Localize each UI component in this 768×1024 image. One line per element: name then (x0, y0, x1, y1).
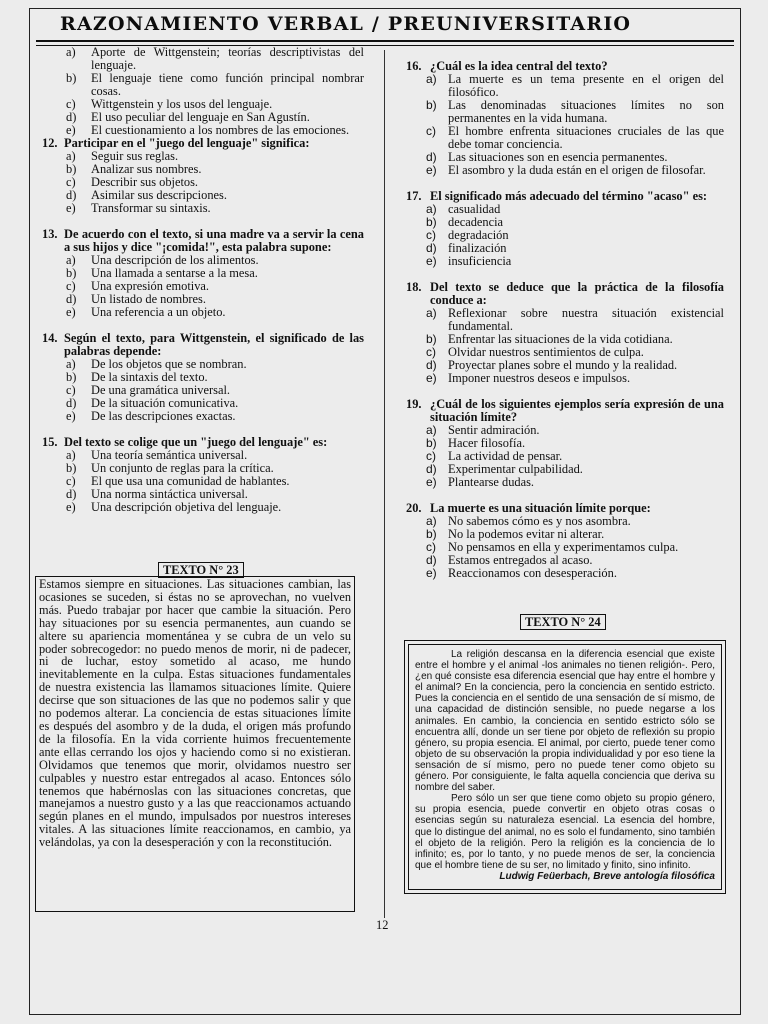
option-text: De una gramática universal. (91, 383, 230, 397)
question-block (42, 137, 364, 215)
option-text: Wittgenstein y los usos del lenguaje. (91, 97, 273, 111)
option-text: El cuestionamiento a los nombres de las emociones. (91, 123, 350, 137)
option-letter: b) (66, 162, 77, 176)
option-letter: c) (426, 124, 436, 138)
question-number: 14. (42, 331, 58, 345)
option-letter: d) (426, 241, 437, 255)
column-divider (384, 50, 385, 918)
option-letter: b) (426, 98, 437, 112)
question-number: 13. (42, 227, 58, 241)
option-text: Una llamada a sentarse a la mesa. (91, 266, 258, 280)
question-block (406, 190, 724, 268)
option-text: Reaccionamos con desesperación. (448, 566, 617, 580)
option-letter: a) (426, 514, 437, 528)
option-letter: d) (66, 110, 77, 124)
option-text: De los objetos que se nombran. (91, 357, 247, 371)
option-letter: c) (66, 175, 76, 189)
option-text: Asimilar sus descripciones. (91, 188, 227, 202)
texto-24-author: Ludwig Feüerbach, Breve antología filosófica (499, 870, 715, 882)
answer-option (406, 73, 724, 99)
option-letter: c) (66, 383, 76, 397)
question-block (42, 436, 364, 514)
option-letter: c) (66, 279, 76, 293)
question-text: Del texto se deduce que la práctica de la filosofía conduce a: (430, 280, 724, 307)
option-text: El hombre enfrenta situaciones cruciales de las que debe tomar conciencia. (448, 124, 724, 151)
option-letter: a) (66, 45, 76, 59)
question-text: La muerte es una situación límite porque: (430, 501, 651, 515)
answer-option (406, 372, 724, 385)
question-number: 17. (406, 189, 422, 203)
answer-option (42, 72, 364, 98)
question-number: 12. (42, 136, 58, 150)
option-list (42, 150, 364, 215)
texto-24-box (404, 640, 726, 894)
option-letter: b) (66, 71, 77, 85)
question-number: 20. (406, 501, 422, 515)
texto-23-box (35, 576, 355, 912)
option-text: El que usa una comunidad de hablantes. (91, 474, 290, 488)
texto-23-body: Estamos siempre en situaciones. Las situaciones cambian, las ocasiones se suceden, si éstas no se aprovechan, no vuelven más. Puedo trabajar por hacer que cambie la situación. Pero hay situaciones por su esencia permanentes, aun cuando se altere su apariencia momentánea y se cubra de un velo su poder sobrecogedor: no puedo menos de morir, ni de padecer, ni de luchar, estoy sometido al acaso, me hundo inevitablemente en la culpa. Estas situaciones fundamentales de nuestra existencia las llamamos situaciones límite. Quiere decirse que son situaciones de las que no podemos salir y que no podemos alterar. La conciencia de estas situaciones límite es después del asombro y de la duda, el origen más profundo de la filosofía. En la vida corriente huimos frecuentemente ante ellas cerrando los ojos y haciendo como si no existieran. Olvidamos que tenemos que morir, olvidamos nuestro ser culpables y nuestro estar entregados al acaso. Entonces sólo tenemos que habérnoslas con las situaciones concretas, que manejamos a nuestro gusto y a las que reaccionamos actuando según planes en el mundo, impulsados por nuestros intereses vitales. A las situaciones límite reaccionamos, en cambio, ya velándolas, ya con la desesperación y con la reconstitución. (39, 577, 351, 850)
option-list (42, 449, 364, 514)
option-letter: b) (426, 215, 437, 229)
option-text: Las denominadas situaciones límites no son permanentes en la vida humana. (448, 98, 724, 125)
question-text: De acuerdo con el texto, si una madre va a servir la cena a sus hijos y dice "¡comida!", esta palabra supone: (64, 227, 364, 254)
option-letter: b) (66, 266, 77, 280)
left-question-list (42, 137, 364, 514)
option-list (406, 73, 724, 177)
option-letter: e) (426, 475, 437, 489)
question-text: Participar en el "juego del lenguaje" significa: (64, 136, 310, 150)
option-letter: e) (426, 254, 437, 268)
option-text: Un listado de nombres. (91, 292, 206, 306)
option-letter: a) (66, 253, 76, 267)
option-letter: c) (66, 97, 76, 111)
question-block (406, 502, 724, 580)
right-column (406, 60, 724, 580)
option-text: No pensamos en ella y experimentamos culpa. (448, 540, 679, 554)
option-letter: d) (66, 188, 77, 202)
question-text: ¿Cuál es la idea central del texto? (430, 59, 608, 73)
option-text: Una descripción objetiva del lenguaje. (91, 500, 282, 514)
option-text: El uso peculiar del lenguaje en San Agustín. (91, 110, 310, 124)
option-text: El asombro y la duda están en el origen de filosofar. (448, 163, 706, 177)
option-text: Proyectar planes sobre el mundo y la realidad. (448, 358, 678, 372)
option-text: No la podemos evitar ni alterar. (448, 527, 605, 541)
header-rule (36, 40, 734, 42)
left-column (42, 46, 364, 514)
question-block (42, 332, 364, 423)
option-letter: e) (426, 371, 437, 385)
option-text: Sentir admiración. (448, 423, 540, 437)
option-text: De la situación comunicativa. (91, 396, 239, 410)
option-list (42, 358, 364, 423)
answer-option (406, 476, 724, 489)
option-text: Las situaciones son en esencia permanentes. (448, 150, 668, 164)
option-text: insuficiencia (448, 254, 512, 268)
option-text: Un conjunto de reglas para la crítica. (91, 461, 274, 475)
answer-option (406, 307, 724, 333)
option-letter: a) (66, 448, 76, 462)
question-block (406, 60, 724, 177)
option-letter: b) (426, 527, 437, 541)
option-text: Describir sus objetos. (91, 175, 199, 189)
option-text: Plantearse dudas. (448, 475, 535, 489)
option-letter: d) (66, 292, 77, 306)
option-letter: d) (66, 396, 77, 410)
option-list (406, 424, 724, 489)
option-text: Reflexionar sobre nuestra situación existencial fundamental. (448, 306, 724, 333)
option-text: De las descripciones exactas. (91, 409, 236, 423)
answer-option (42, 202, 364, 215)
answer-option (42, 410, 364, 423)
option-text: No sabemos cómo es y nos asombra. (448, 514, 631, 528)
option-text: El lenguaje tiene como función principal nombrar cosas. (91, 71, 364, 98)
page-header (36, 13, 734, 41)
option-letter: c) (426, 540, 436, 554)
question-text: Según el texto, para Wittgenstein, el significado de las palabras depende: (64, 331, 364, 358)
question-stem (42, 228, 364, 254)
option-text: Aporte de Wittgenstein; teorías descriptivistas del lenguaje. (91, 45, 364, 72)
question-stem (406, 281, 724, 307)
page-number: 12 (376, 918, 389, 932)
option-letter: a) (66, 357, 76, 371)
question-number: 16. (406, 59, 422, 73)
answer-option (42, 501, 364, 514)
question-stem (406, 398, 724, 424)
option-letter: c) (426, 345, 436, 359)
option-text: Una expresión emotiva. (91, 279, 210, 293)
option-text: Hacer filosofía. (448, 436, 526, 450)
option-letter: e) (426, 163, 437, 177)
option-text: Seguir sus reglas. (91, 149, 179, 163)
option-text: finalización (448, 241, 507, 255)
question-block (406, 398, 724, 489)
option-letter: b) (426, 332, 437, 346)
option-text: Una teoría semántica universal. (91, 448, 248, 462)
question-block (406, 281, 724, 385)
texto-23-label: TEXTO N° 23 (158, 562, 244, 578)
option-letter: e) (66, 500, 76, 514)
option-text: Experimentar culpabilidad. (448, 462, 583, 476)
option-text: Olvidar nuestros sentimientos de culpa. (448, 345, 644, 359)
texto-24-inner (408, 644, 722, 890)
option-letter: d) (426, 150, 437, 164)
option-text: De la sintaxis del texto. (91, 370, 208, 384)
texto-24-paragraph-2: Pero sólo un ser que tiene como objeto su propio género, su propia esencia, puede convertir en objeto otras cosas o esencias según su naturaleza esencial. La esencia del hombre, que lo distingue del animal, no es solo el fundamento, sino también el objeto de la religión. Pero la religión es la conciencia de lo infinito; es, por lo tanto, y no puede menos de ser, la conciencia que el hombre tiene de su ser, no limitado y finito, sino infinito. (415, 793, 715, 871)
answer-option (406, 99, 724, 125)
option-text: La muerte es un tema presente en el origen del filosófico. (448, 72, 724, 99)
option-letter: a) (426, 72, 437, 86)
texto-24-paragraph-1: La religión descansa en la diferencia esencial que existe entre el hombre y el animal -los animales no tienen religión-. Pero, ¿en qué consiste esa diferencia esencial que hay entre el hombre y el animal? En la conciencia, pero la conciencia en sentido estricto. Pues la conciencia en el sentido de una sensación de sí mismo, de una capacidad de distinción sensible, no puede negarse a los animales. En cambio, la conciencia en sentido estricto sólo se encuentra allí, donde un ser tiene por objeto de reflexión su propio género, su propia esencia. El animal, por cierto, puede tener como objeto de su observación la propia individualidad y por eso tiene la sensación de sí mismo, pero no puede tener como objeto su género. Por consiguiente, le falta aquella conciencia que deriva su nombre del saber. (415, 649, 715, 794)
option-text: Una descripción de los alimentos. (91, 253, 259, 267)
option-text: Una referencia a un objeto. (91, 305, 226, 319)
option-letter: b) (66, 461, 77, 475)
page-title: RAZONAMIENTO VERBAL / PREUNIVERSITARIO (60, 13, 632, 35)
answer-option (406, 164, 724, 177)
answer-option (406, 125, 724, 151)
option-text: Analizar sus nombres. (91, 162, 202, 176)
option-letter: d) (426, 358, 437, 372)
option-list (42, 254, 364, 319)
question-number: 18. (406, 280, 422, 294)
answer-option (406, 567, 724, 580)
right-question-list (406, 60, 724, 580)
option-letter: a) (426, 423, 437, 437)
answer-option (42, 306, 364, 319)
option-letter: a) (426, 306, 437, 320)
texto-24-label: TEXTO N° 24 (520, 614, 606, 630)
option-list (406, 515, 724, 580)
option-letter: c) (66, 474, 76, 488)
question-number: 15. (42, 435, 58, 449)
option-letter: a) (426, 202, 437, 216)
question-number: 19. (406, 397, 422, 411)
option-list (42, 46, 364, 137)
option-text: Una norma sintáctica universal. (91, 487, 248, 501)
option-letter: b) (426, 436, 437, 450)
option-letter: e) (66, 201, 76, 215)
option-letter: e) (66, 123, 76, 137)
option-letter: a) (66, 149, 76, 163)
option-letter: e) (426, 566, 437, 580)
question-11-options (42, 46, 364, 137)
option-letter: d) (426, 462, 437, 476)
question-text: Del texto se colige que un "juego del lenguaje" es: (64, 435, 328, 449)
option-list (406, 307, 724, 385)
option-letter: b) (66, 370, 77, 384)
option-text: degradación (448, 228, 509, 242)
option-list (406, 203, 724, 268)
option-text: Transformar su sintaxis. (91, 201, 211, 215)
option-letter: c) (426, 228, 436, 242)
question-stem (42, 332, 364, 358)
option-text: Estamos entregados al acaso. (448, 553, 593, 567)
question-text: ¿Cuál de los siguientes ejemplos sería expresión de una situación límite? (430, 397, 724, 424)
option-letter: d) (426, 553, 437, 567)
answer-option (406, 255, 724, 268)
option-text: Enfrentar las situaciones de la vida cotidiana. (448, 332, 673, 346)
option-text: Imponer nuestros deseos e impulsos. (448, 371, 631, 385)
option-letter: e) (66, 409, 76, 423)
option-text: La actividad de pensar. (448, 449, 563, 463)
answer-option (42, 46, 364, 72)
option-letter: e) (66, 305, 76, 319)
option-text: casualidad (448, 202, 501, 216)
question-block (42, 228, 364, 319)
option-letter: d) (66, 487, 77, 501)
option-text: decadencia (448, 215, 504, 229)
option-letter: c) (426, 449, 436, 463)
question-text: El significado más adecuado del término "acaso" es: (430, 189, 708, 203)
